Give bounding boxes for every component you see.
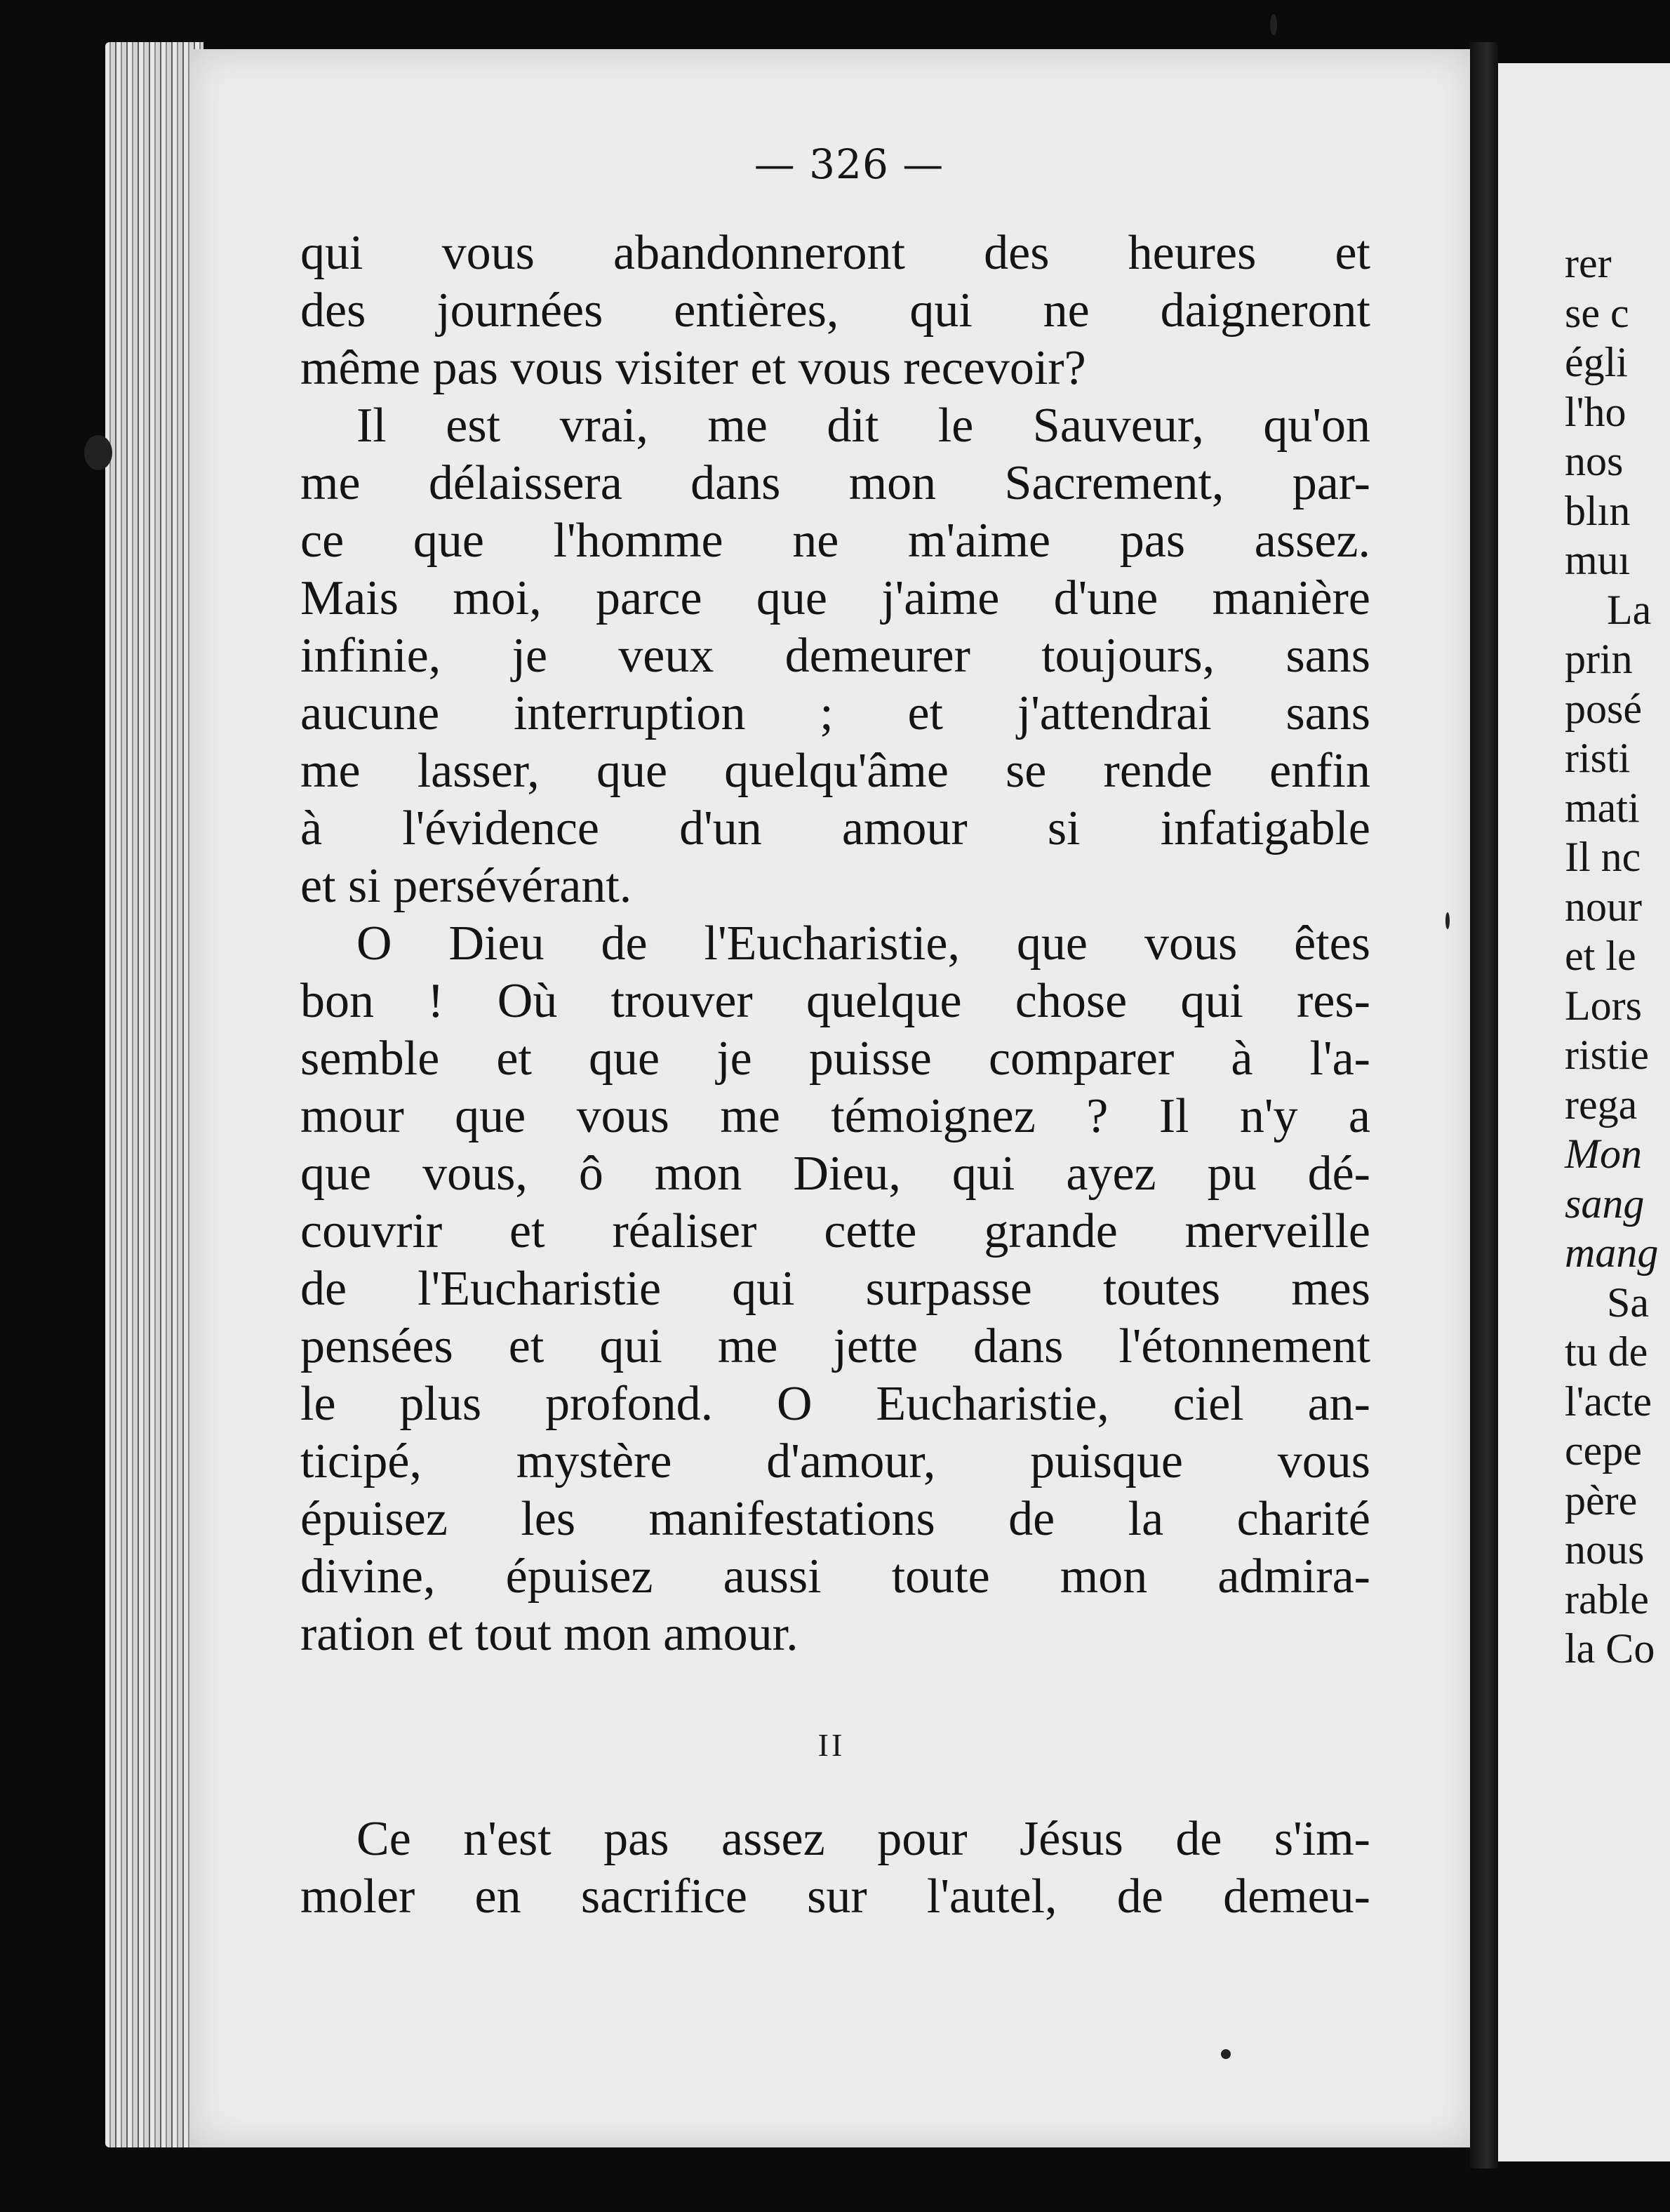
facing-line: la Co bbox=[1565, 1625, 1655, 1672]
text-line: me délaissera dans mon Sacrement, par- bbox=[300, 456, 1370, 510]
text-line: ration et tout mon amour. bbox=[300, 1607, 799, 1661]
text-line: Il est vrai, me dit le Sauveur, qu'on bbox=[356, 399, 1370, 453]
facing-line: mang bbox=[1565, 1230, 1659, 1276]
text-line: Ce n'est pas assez pour Jésus de s'im- bbox=[356, 1812, 1370, 1866]
facing-page-text bbox=[1565, 239, 1670, 1674]
scan-speck bbox=[1221, 2049, 1231, 2059]
text-line: que vous, ô mon Dieu, qui ayez pu dé- bbox=[300, 1147, 1370, 1201]
text-line: divine, épuisez aussi toute mon admira- bbox=[300, 1550, 1370, 1604]
facing-line: ristie bbox=[1565, 1032, 1649, 1078]
scan-speck bbox=[84, 435, 112, 470]
scan-speck bbox=[1445, 912, 1450, 929]
text-line: O Dieu de l'Eucharistie, que vous êtes bbox=[356, 917, 1370, 971]
text-line: des journées entières, qui ne daigneront bbox=[300, 284, 1370, 338]
facing-line: rer bbox=[1565, 240, 1612, 286]
text-line: Mais moi, parce que j'aime d'une manière bbox=[300, 571, 1370, 625]
text-line: moler en sacrifice sur l'autel, de demeu- bbox=[300, 1870, 1370, 1924]
text-line: qui vous abandonneront des heures et bbox=[300, 226, 1370, 280]
section-heading: II bbox=[817, 1727, 846, 1763]
text-line: couvrir et réaliser cette grande merveille bbox=[300, 1204, 1370, 1258]
facing-line: nour bbox=[1565, 883, 1642, 930]
facing-line: rable bbox=[1565, 1575, 1649, 1623]
facing-line: sang bbox=[1565, 1180, 1645, 1227]
text-line: bon ! Où trouver quelque chose qui res- bbox=[300, 974, 1370, 1028]
book-gutter bbox=[1470, 42, 1498, 2168]
text-line: infinie, je veux demeurer toujours, sans bbox=[300, 629, 1370, 683]
facing-line: tu de bbox=[1565, 1328, 1648, 1375]
facing-line: blın bbox=[1565, 487, 1631, 534]
facing-line: Sa bbox=[1607, 1279, 1649, 1326]
text-line: me lasser, que quelqu'âme se rende enfin bbox=[300, 744, 1370, 798]
facing-line: nous bbox=[1565, 1526, 1645, 1573]
facing-line: prin bbox=[1565, 636, 1633, 682]
facing-line: Il nc bbox=[1565, 834, 1641, 880]
facing-line: risti bbox=[1565, 735, 1631, 781]
text-line: à l'évidence d'un amour si infatigable bbox=[300, 801, 1370, 855]
facing-line: cepe bbox=[1565, 1427, 1642, 1474]
text-line: mour que vous me témoignez ? Il n'y a bbox=[300, 1089, 1370, 1143]
facing-line: rega bbox=[1565, 1081, 1638, 1128]
facing-line: Lors bbox=[1565, 982, 1642, 1029]
facing-line: mati bbox=[1565, 784, 1640, 831]
text-line: semble et que je puisse comparer à l'a- bbox=[300, 1032, 1370, 1086]
facing-line: La bbox=[1607, 586, 1652, 633]
facing-line: se c bbox=[1565, 289, 1629, 336]
scan-speck bbox=[1270, 14, 1277, 35]
facing-line: posé bbox=[1565, 685, 1642, 732]
text-line: aucune interruption ; et j'attendrai sans bbox=[300, 686, 1370, 740]
text-line: ticipé, mystère d'amour, puisque vous bbox=[300, 1434, 1370, 1488]
facing-line: et le bbox=[1565, 933, 1636, 979]
text-line: le plus profond. O Eucharistie, ciel an- bbox=[300, 1377, 1370, 1431]
text-line: de l'Eucharistie qui surpasse toutes mes bbox=[300, 1262, 1370, 1316]
facing-line: père bbox=[1565, 1477, 1638, 1524]
facing-line: égli bbox=[1565, 339, 1628, 385]
text-line: même pas vous visiter et vous recevoir? bbox=[300, 341, 1086, 395]
section-paragraph bbox=[300, 1811, 1370, 1926]
facing-line: Mon bbox=[1565, 1131, 1642, 1177]
page-number: — 326 — bbox=[754, 140, 944, 188]
facing-line: l'acte bbox=[1565, 1378, 1652, 1425]
facing-line: muı bbox=[1565, 537, 1631, 583]
main-paragraphs bbox=[300, 225, 1370, 1663]
facing-line: nos bbox=[1565, 438, 1624, 484]
text-line: pensées et qui me jette dans l'étonnement bbox=[300, 1319, 1370, 1373]
page-edges bbox=[105, 42, 203, 2147]
text-line: épuisez les manifestations de la charité bbox=[300, 1492, 1370, 1546]
text-line: et si persévérant. bbox=[300, 859, 632, 913]
facing-line: l'ho bbox=[1565, 388, 1626, 435]
text-line: ce que l'homme ne m'aime pas assez. bbox=[300, 514, 1370, 568]
